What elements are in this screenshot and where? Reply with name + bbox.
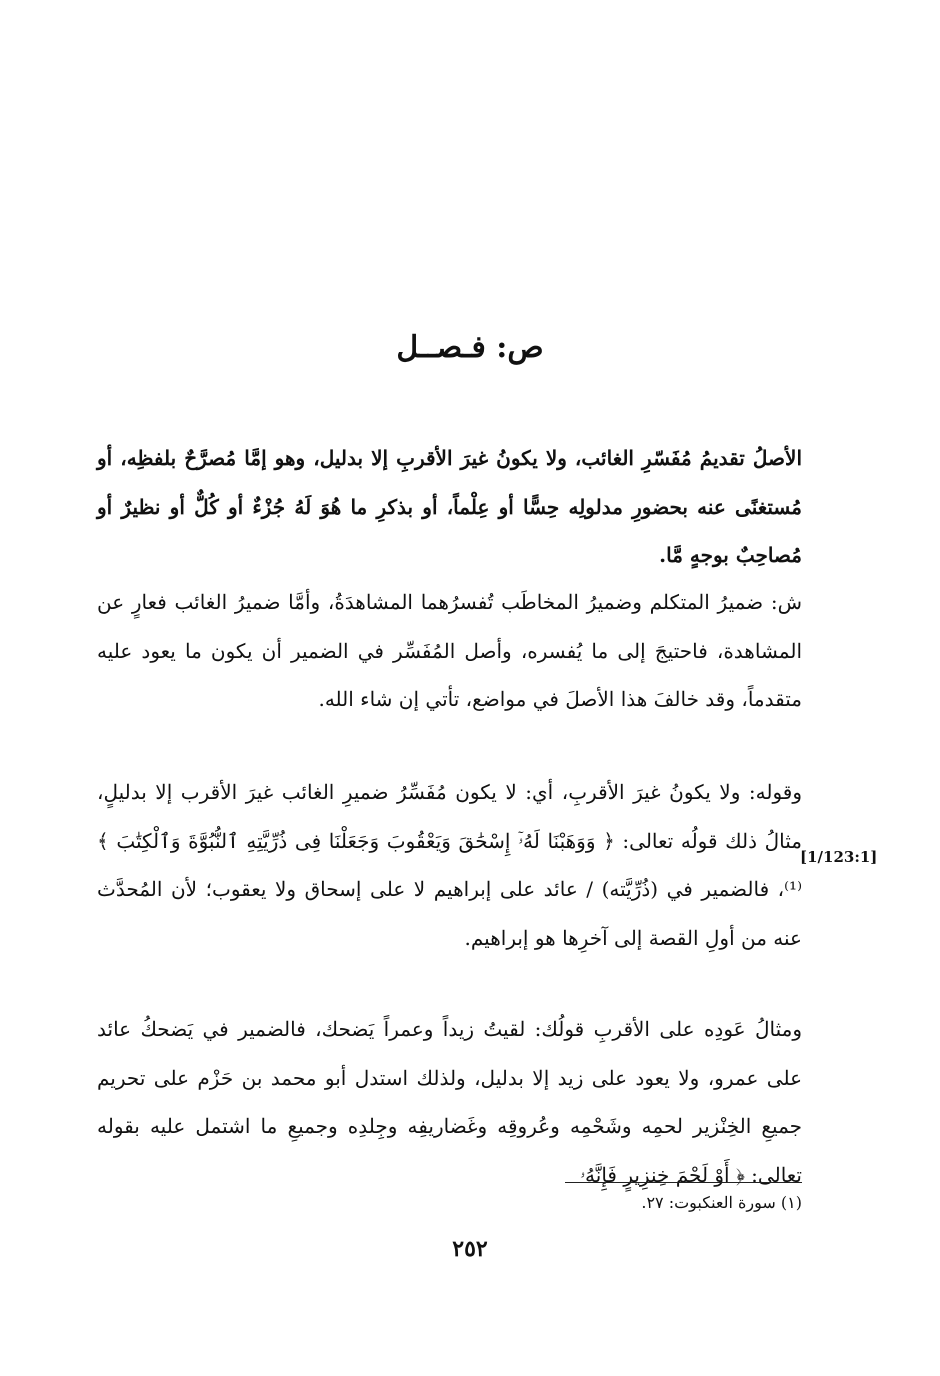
page-number: ٢٥٢ bbox=[452, 1236, 488, 1262]
sharh-paragraph-2: وقوله: ولا يكونُ غيرَ الأقربِ، أي: لا يكون مُفَسِّرُ ضميرِ الغائب غيرَ الأقرب إلا بدليلٍ، مثالُ ذلك قولُه تعالى: ﴿ وَوَهَبْنَا لَهُۥٓ إِسْحَٰقَ وَيَعْقُوبَ وَجَعَلْنَا فِى ذُرِّيَّتِهِ ٱلنُّبُوَّةَ وَٱلْكِتَٰبَ ﴾⁽¹⁾، فالضمير في (ذُرِّيَّته) / عائد على إبراهيم لا على إسحاق ولا يعقوب؛ لأن المُحدَّث عنه من أولِ القصة إلى آخرِها هو إبراهيم. bbox=[97, 780, 802, 950]
sharh-paragraph-3: ومثالُ عَودِه على الأقربِ قولُك: لقيتُ زيداً وعمراً يَضحك، فالضمير في يَضحكُ عائد على عمرو، ولا يعود على زيد إلا بدليل، ولذلك استدل أبو محمد بن حَزْم على تحريم جميعِ الخِنْزير لحمِه وشَحْمِه وعُروقِه وغَضاريفِه وجِلدِه وجميعِ ما اشتمل عليه بقوله تعالى: ﴿ أَوْ لَحْمَ خِنزِيرٍ فَإِنَّهُۥ bbox=[97, 1017, 802, 1187]
sharh-section-2 bbox=[97, 768, 802, 962]
matn-paragraph: الأصلُ تقديمُ مُفَسّرِ الغائب، ولا يكونُ غيرَ الأقربِ إلا بدليل، وهو إمَّا مُصرَّحٌ بلفظِه، أو مُستغنًى عنه بحضورِ مدلولِه حِسًّا أو عِلْماً، أو بذكرِ ما هُوَ لَهُ جُزْءٌ أو كُلٌّ أو نظيرٌ أو مُصاحِبٌ بوجهٍ مَّا. bbox=[97, 446, 802, 567]
section-heading: ص: فـصــل bbox=[396, 330, 544, 365]
footnote-divider bbox=[565, 1182, 802, 1183]
footnote: (١) سورة العنكبوت: ٢٧. bbox=[641, 1193, 802, 1212]
sharh-section-3 bbox=[97, 1005, 802, 1199]
margin-page-reference: [1/123:1] bbox=[800, 848, 878, 866]
sharh-section-1 bbox=[97, 578, 802, 724]
matn-text bbox=[97, 434, 802, 580]
sharh-paragraph-1: ش: ضميرُ المتكلم وضميرُ المخاطَب تُفسرُهما المشاهدَةُ، وأمَّا ضميرُ الغائب فعارٍ عن المشاهدة، فاحتيجَ إلى ما يُفسره، وأصل المُفَسِّر في الضمير أن يكون ما يعود عليه متقدماً، وقد خالفَ هذا الأصلَ في مواضع، تأتي إن شاء الله. bbox=[97, 590, 802, 711]
